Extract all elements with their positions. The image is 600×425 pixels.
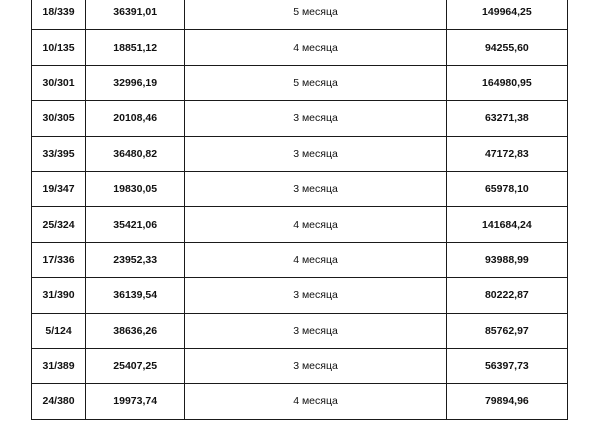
table-row: [32, 101, 568, 136]
cell-term: 3 месяца: [185, 136, 446, 171]
cell-number: 25/324: [32, 207, 86, 242]
cell-number: 31/390: [32, 278, 86, 313]
cell-term: 3 месяца: [185, 348, 446, 383]
cell-term: 3 месяца: [185, 313, 446, 348]
cell-total: 85762,97: [446, 313, 567, 348]
cell-total: 80222,87: [446, 278, 567, 313]
data-table: [31, 0, 568, 420]
table-row: [32, 348, 568, 383]
cell-number: 31/389: [32, 348, 86, 383]
cell-total: 164980,95: [446, 65, 567, 100]
cell-number: 30/305: [32, 101, 86, 136]
cell-sum: 32996,19: [86, 65, 185, 100]
cell-number: 17/336: [32, 242, 86, 277]
cell-total: 149964,25: [446, 0, 567, 30]
cell-term: 4 месяца: [185, 242, 446, 277]
cell-term: 4 месяца: [185, 384, 446, 419]
cell-total: 94255,60: [446, 30, 567, 65]
cell-term: 5 месяца: [185, 0, 446, 30]
table-row: [32, 65, 568, 100]
cell-sum: 23952,33: [86, 242, 185, 277]
table-row: [32, 171, 568, 206]
cell-sum: 19973,74: [86, 384, 185, 419]
cell-number: 19/347: [32, 171, 86, 206]
cell-term: 4 месяца: [185, 30, 446, 65]
table-row: [32, 278, 568, 313]
cell-sum: 36139,54: [86, 278, 185, 313]
table-row: [32, 30, 568, 65]
cell-term: 4 месяца: [185, 207, 446, 242]
cell-term: 3 месяца: [185, 278, 446, 313]
cell-total: 79894,96: [446, 384, 567, 419]
cell-number: 24/380: [32, 384, 86, 419]
cell-total: 141684,24: [446, 207, 567, 242]
cell-total: 56397,73: [446, 348, 567, 383]
table-row: [32, 242, 568, 277]
cell-term: 3 месяца: [185, 171, 446, 206]
cell-sum: 35421,06: [86, 207, 185, 242]
cell-number: 10/135: [32, 30, 86, 65]
cell-total: 93988,99: [446, 242, 567, 277]
table-row: [32, 313, 568, 348]
cell-number: 18/339: [32, 0, 86, 30]
cell-number: 30/301: [32, 65, 86, 100]
cell-total: 65978,10: [446, 171, 567, 206]
table-row: [32, 207, 568, 242]
cell-sum: 25407,25: [86, 348, 185, 383]
cell-sum: 36391,01: [86, 0, 185, 30]
cell-number: 33/395: [32, 136, 86, 171]
cell-number: 5/124: [32, 313, 86, 348]
table-row: [32, 136, 568, 171]
cell-sum: 19830,05: [86, 171, 185, 206]
cell-sum: 18851,12: [86, 30, 185, 65]
cell-sum: 20108,46: [86, 101, 185, 136]
cell-sum: 38636,26: [86, 313, 185, 348]
cell-term: 5 месяца: [185, 65, 446, 100]
table-body: [32, 0, 568, 419]
cell-term: 3 месяца: [185, 101, 446, 136]
cell-total: 63271,38: [446, 101, 567, 136]
table-row: [32, 384, 568, 419]
table-row: [32, 0, 568, 30]
cell-total: 47172,83: [446, 136, 567, 171]
cell-sum: 36480,82: [86, 136, 185, 171]
